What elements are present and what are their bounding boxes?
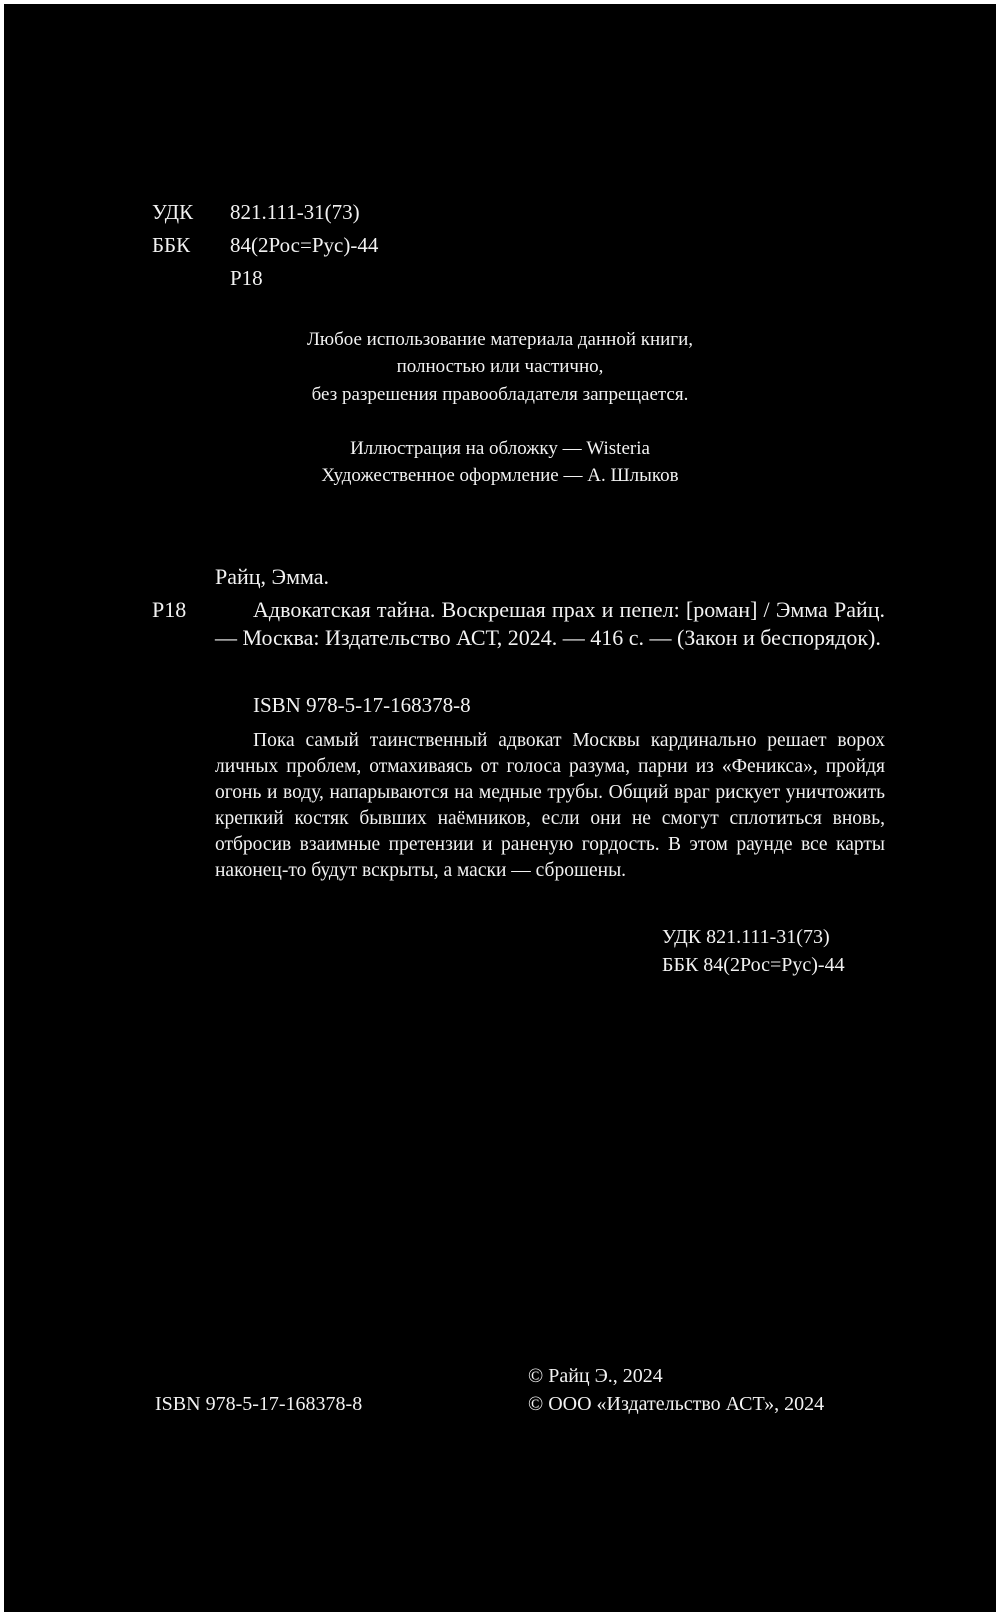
notice-line-1: Любое использование материала данной книги, [306, 329, 694, 350]
udk-label: УДК [152, 200, 194, 224]
bbk-label: ББК [152, 233, 191, 257]
udk-value: 821.111-31(73) [230, 200, 360, 224]
footer-isbn: ISBN 978-5-17-168378-8 [155, 1393, 363, 1415]
notice-line-2: полностью или частично, [396, 356, 604, 377]
annotation: Пока самый таинственный адвокат Москвы кардинально решает ворох личных проблем, отмахиваясь от голоса разума, парни из «Феникса», пройдя огонь и воду, напарываются на медные трубы. Общий враг рискует уничтожить крепкий костяк бывших наёмников, если они не смогут сплотиться вновь, отбросив взаимные претензии и раненую гордость. В этом раунде все карты наконец-то будут вскрыты, а маски — сброшены. [215, 730, 885, 881]
illustration-credit: Иллюстрация на обложку — Wisteria [350, 438, 650, 459]
bib-author: Райц, Эмма. [215, 564, 330, 589]
bib-udk: УДК 821.111-31(73) [662, 926, 830, 948]
copyright-author: © Райц Э., 2024 [528, 1365, 663, 1387]
notice-line-3: без разрешения правообладателя запрещается. [311, 384, 689, 405]
bib-bbk: ББК 84(2Рос=Рус)-44 [662, 954, 845, 976]
copyright-publisher: © ООО «Издательство АСТ», 2024 [528, 1393, 825, 1415]
design-credit: Художественное оформление — А. Шлыков [321, 465, 679, 486]
bib-isbn: ISBN 978-5-17-168378-8 [253, 693, 471, 717]
bib-mark: Р18 [152, 597, 187, 622]
author-mark: Р18 [230, 266, 263, 290]
bbk-value: 84(2Рос=Рус)-44 [230, 233, 379, 257]
bib-description: Адвокатская тайна. Воскрешая прах и пепел: [роман] / Эмма Райц. — Москва: Издательство АСТ, 2024. — 416 с. — (Закон и беспорядок). [215, 597, 885, 650]
